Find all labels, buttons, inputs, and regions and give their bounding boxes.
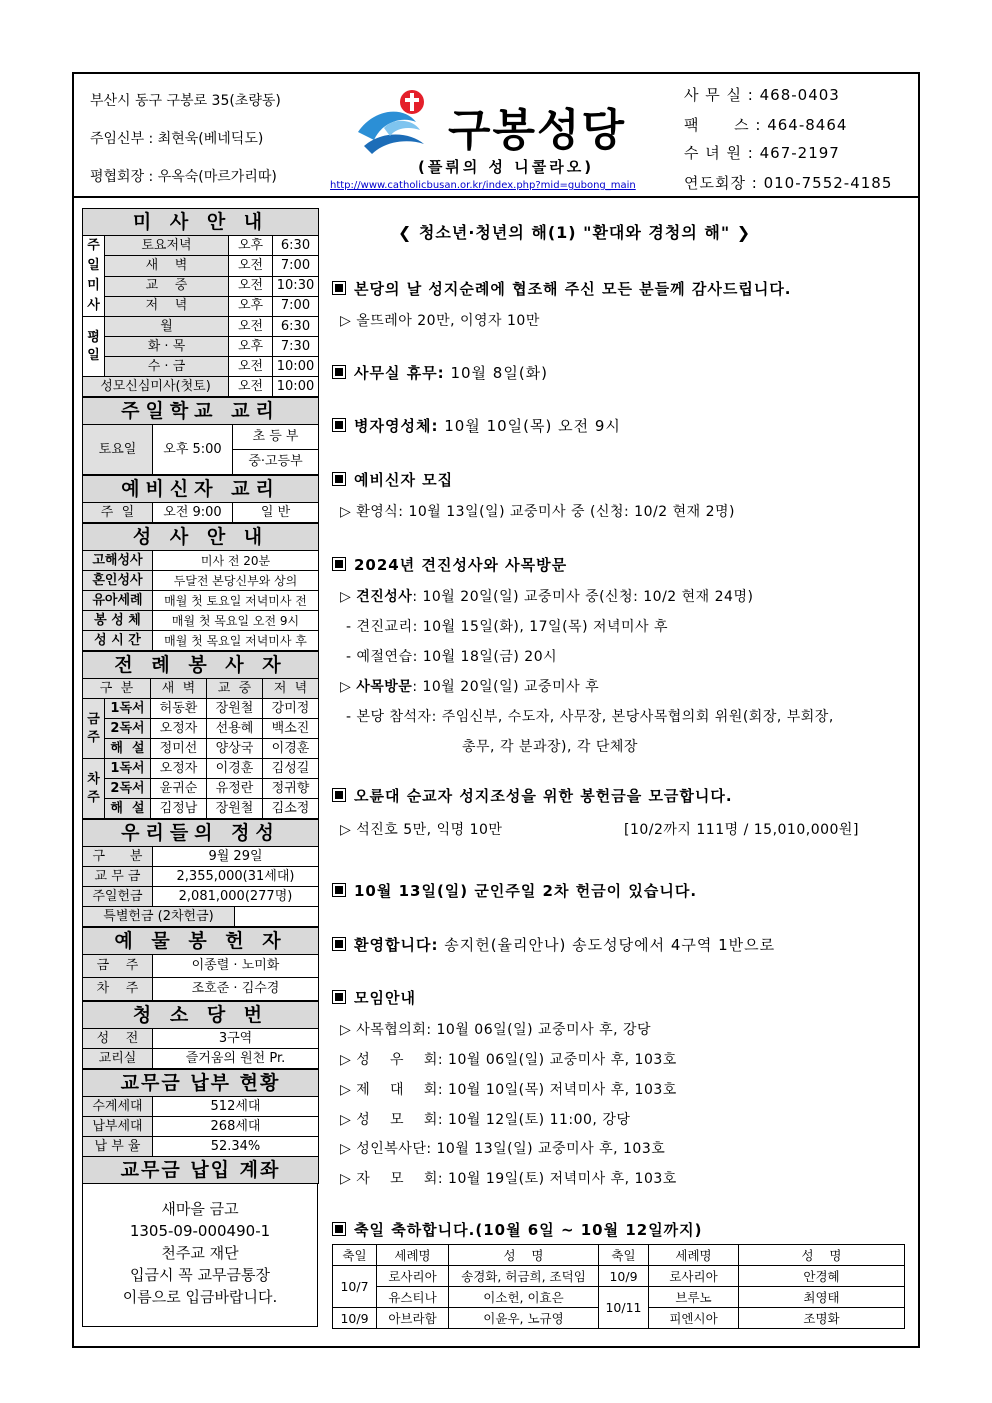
dues-value: 268세대 xyxy=(153,1117,319,1137)
notice-title: 모임안내 xyxy=(332,987,416,1008)
account-line: 1305-09-000490-1 xyxy=(129,1222,271,1240)
notice-title: 오륜대 순교자 성지조성을 위한 봉헌금을 모금합니다. xyxy=(332,785,733,806)
sacrament-desc: 매월 첫 토요일 저녁미사 전 xyxy=(153,591,319,611)
notice-title: 환영합니다: 송지헌(율리안나) 송도성당에서 4구역 1반으로 xyxy=(332,934,775,955)
server-name: 백소진 xyxy=(263,719,319,739)
sunday-mass-label: 주일미사 xyxy=(83,236,105,317)
feast-head: 세례명 xyxy=(377,1245,449,1266)
sacrament-desc: 매월 첫 목요일 오전 9시 xyxy=(153,611,319,631)
mass-name: 성모신심미사(첫토) xyxy=(83,377,229,397)
sacrament-desc: 미사 전 20분 xyxy=(153,551,319,571)
sacrament-name: 유아세례 xyxy=(83,591,153,611)
offering-table xyxy=(82,819,319,927)
year-theme: ❮ 청소년·청년의 해(1) "환대와 경청의 해" ❯ xyxy=(398,223,752,242)
notice-text: ▷ 올뜨레아 20만, 이영자 10만 xyxy=(340,313,540,329)
sacrament-name: 혼인성사 xyxy=(83,571,153,591)
person-names: 조명화 xyxy=(739,1308,905,1329)
notice-title: 10월 13일(일) 군인주일 2차 헌금이 있습니다. xyxy=(332,880,697,901)
ss-group: 중·고등부 xyxy=(233,450,319,475)
liturgy-servers-table xyxy=(82,651,319,819)
sacrament-name: 봉 성 체 xyxy=(83,611,153,631)
notice-title: 사무실 휴무: 10월 8일(화) xyxy=(332,362,548,383)
cleaning-group: 즐거움의 원천 Pr. xyxy=(153,1049,319,1069)
feast-head: 세례명 xyxy=(649,1245,739,1266)
website-link[interactable]: http://www.catholicbusan.or.kr/index.php?mid=gubong_main xyxy=(330,180,636,191)
church-name: 구봉성당 xyxy=(448,105,627,156)
account-line: 입금시 꼭 교무금통장 xyxy=(130,1266,270,1284)
church-logo xyxy=(330,86,674,198)
meeting-item: ▷ 성 모 회: 10월 12일(토) 11:00, 강당 xyxy=(340,1112,631,1128)
feast-date: 10/9 xyxy=(333,1308,377,1329)
server-name: 정귀향 xyxy=(263,779,319,799)
bullet-icon xyxy=(332,365,346,379)
offering-value: 2,355,000(31세대) xyxy=(153,867,319,887)
yeondo-phone: 연도회장 : 010-7552-4185 xyxy=(684,174,893,192)
baptism-name: 피엔시아 xyxy=(649,1308,739,1329)
cat-day: 주 일 xyxy=(83,503,153,523)
dues-status-table xyxy=(82,1069,319,1184)
server-role: 1독서 xyxy=(105,759,151,779)
gift-names: 이종렬 · 노미화 xyxy=(153,955,319,978)
meeting-item: ▷ 자 모 회: 10월 19일(토) 저녁미사 후, 103호 xyxy=(340,1171,677,1187)
account-line: 천주교 재단 xyxy=(161,1244,239,1262)
mass-time: 6:30 xyxy=(273,236,319,256)
bullet-icon xyxy=(332,281,346,295)
mass-ampm: 오전 xyxy=(229,256,273,276)
feast-head: 축일 xyxy=(599,1245,649,1266)
servers-head: 교 중 xyxy=(207,679,263,699)
ss-day: 토요일 xyxy=(83,425,153,475)
bullet-icon xyxy=(332,557,346,571)
notice-total: [10/2까지 111명 / 15,010,000원] xyxy=(624,822,859,838)
cleaning-place: 성 전 xyxy=(83,1029,153,1049)
meeting-item: ▷ 제 대 회: 10월 10일(목) 저녁미사 후, 103호 xyxy=(340,1082,677,1098)
gift-names: 조호준 · 김수경 xyxy=(153,978,319,1001)
bullet-icon xyxy=(332,990,346,1004)
feast-date: 10/11 xyxy=(599,1287,649,1329)
notice-text: ▷ 사목방문: 10월 20일(일) 교중미사 후 xyxy=(340,679,600,695)
server-role: 2독서 xyxy=(105,719,151,739)
mass-time: 10:00 xyxy=(273,357,319,377)
mass-name: 교 중 xyxy=(105,276,229,296)
offering-name: 주일헌금 xyxy=(83,887,153,907)
feast-head: 성 명 xyxy=(739,1245,905,1266)
person-names: 안경혜 xyxy=(739,1266,905,1287)
server-name: 양상국 xyxy=(207,739,263,759)
server-name: 김성길 xyxy=(263,759,319,779)
cat-time: 오전 9:00 xyxy=(153,503,233,523)
mass-title: 미 사 안 내 xyxy=(83,209,319,236)
sidebar xyxy=(82,208,318,1327)
mass-name: 화 · 목 xyxy=(105,337,229,357)
dues-title: 교무금 납부 현황 xyxy=(83,1070,319,1097)
mass-ampm: 오후 xyxy=(229,337,273,357)
sacraments-table xyxy=(82,523,319,651)
notice-text: ▷ 석진호 5만, 익명 10만 xyxy=(340,822,503,838)
server-name: 이경훈 xyxy=(263,739,319,759)
server-role: 2독서 xyxy=(105,779,151,799)
server-name: 정미선 xyxy=(151,739,207,759)
header xyxy=(72,72,920,198)
server-name: 이경훈 xyxy=(207,759,263,779)
cleaning-place: 교리실 xyxy=(83,1049,153,1069)
notice-text: - 예절연습: 10월 18일(금) 20시 xyxy=(346,649,558,665)
mass-time: 7:30 xyxy=(273,337,319,357)
account-line: 이름으로 입금바랍니다. xyxy=(122,1288,278,1306)
server-role: 해 설 xyxy=(105,739,151,759)
offering-name: 교 무 금 xyxy=(83,867,153,887)
notice-title: 2024년 견진성사와 사목방문 xyxy=(332,554,567,575)
offering-value: 2,081,000(277명) xyxy=(153,887,319,907)
server-name: 김정남 xyxy=(151,799,207,819)
notice-title: 본당의 날 성지순례에 협조해 주신 모든 분들께 감사드립니다. xyxy=(332,278,792,299)
patron-saint: (플뤼의 성 니콜라오) xyxy=(418,158,595,176)
mass-ampm: 오후 xyxy=(229,296,273,316)
notice-text: ▷ 견진성사: 10월 20일(일) 교중미사 중(신청: 10/2 현재 24명) xyxy=(340,589,754,605)
fax-number: 팩 스 : 464-8464 xyxy=(684,116,848,134)
notice-text: - 본당 참석자: 주임신부, 수도자, 사무장, 본당사목협의회 위원(회장, 부회장, xyxy=(346,709,834,725)
server-name: 김소정 xyxy=(263,799,319,819)
gift-offerers-table xyxy=(82,927,319,1001)
mass-ampm: 오전 xyxy=(229,276,273,296)
dues-value: 512세대 xyxy=(153,1097,319,1117)
server-name: 허동환 xyxy=(151,699,207,719)
person-names: 최영태 xyxy=(739,1287,905,1308)
gift-title: 예 물 봉 헌 자 xyxy=(83,928,319,955)
offering-label: 구 분 xyxy=(83,847,153,867)
mass-time: 10:00 xyxy=(273,377,319,397)
offering-date: 9월 29일 xyxy=(153,847,319,867)
office-phone: 사 무 실 : 468-0403 xyxy=(684,86,840,104)
offering-title: 우리들의 정성 xyxy=(83,820,319,847)
notice-text: ▷ 환영식: 10월 13일(일) 교중미사 중 (신청: 10/2 현재 2명) xyxy=(340,504,735,520)
address: 부산시 동구 구봉로 35(초량동) xyxy=(90,93,281,109)
gift-label: 차 주 xyxy=(83,978,153,1001)
sacrament-desc: 매월 첫 목요일 저녁미사 후 xyxy=(153,631,319,651)
person-names: 이소헌, 이효은 xyxy=(449,1287,599,1308)
dues-value: 52.34% xyxy=(153,1137,319,1157)
server-name: 오정자 xyxy=(151,719,207,739)
bullet-icon xyxy=(332,883,346,897)
ss-group: 초 등 부 xyxy=(233,425,319,450)
baptism-name: 아브라함 xyxy=(377,1308,449,1329)
mass-ampm: 오전 xyxy=(229,377,273,397)
convent-phone: 수 녀 원 : 467-2197 xyxy=(684,144,840,162)
mass-ampm: 오전 xyxy=(229,357,273,377)
server-name: 선용혜 xyxy=(207,719,263,739)
servers-head: 구 분 xyxy=(83,679,151,699)
mass-name: 저 녁 xyxy=(105,296,229,316)
servers-head: 새 벽 xyxy=(151,679,207,699)
mass-name: 새 벽 xyxy=(105,256,229,276)
ss-time: 오후 5:00 xyxy=(153,425,233,475)
cat-type: 일 반 xyxy=(233,503,319,523)
weekday-mass-label: 평일 xyxy=(83,317,105,377)
dues-name: 납부세대 xyxy=(83,1117,153,1137)
person-names: 이윤우, 노규영 xyxy=(449,1308,599,1329)
mass-name: 월 xyxy=(105,317,229,337)
feast-head: 축일 xyxy=(333,1245,377,1266)
bank-account-info xyxy=(82,1184,318,1327)
mass-time: 7:00 xyxy=(273,296,319,316)
mass-time: 7:00 xyxy=(273,256,319,276)
cleaning-title: 청 소 당 번 xyxy=(83,1002,319,1029)
sacrament-name: 고해성사 xyxy=(83,551,153,571)
mass-ampm: 오전 xyxy=(229,317,273,337)
bullet-icon xyxy=(332,937,346,951)
meeting-item: ▷ 성인복사단: 10월 13일(일) 교중미사 후, 103호 xyxy=(340,1141,666,1157)
pastor: 주임신부 : 최현욱(베네딕도) xyxy=(90,131,264,147)
mass-name: 토요저녁 xyxy=(105,236,229,256)
server-role: 해 설 xyxy=(105,799,151,819)
sacrament-name: 성 시 간 xyxy=(83,631,153,651)
catechumen-title: 예비신자 교리 xyxy=(83,476,319,503)
bullet-icon xyxy=(332,788,346,802)
servers-head: 저 녁 xyxy=(263,679,319,699)
dues-name: 수계세대 xyxy=(83,1097,153,1117)
offering-value xyxy=(235,907,319,927)
offering-name: 특별헌금 (2차헌금) xyxy=(83,907,235,927)
bullet-icon xyxy=(332,1222,346,1236)
feast-head: 성 명 xyxy=(449,1245,599,1266)
notice-title: 축일 축하합니다.(10월 6일 ~ 10월 12일까지) xyxy=(332,1219,703,1240)
meeting-item: ▷ 사목협의회: 10월 06일(일) 교중미사 후, 강당 xyxy=(340,1022,652,1038)
feast-day-table xyxy=(332,1244,905,1329)
sunday-school-table xyxy=(82,397,319,475)
person-names: 송경화, 허금희, 조덕임 xyxy=(449,1266,599,1287)
meeting-item: ▷ 성 우 회: 10월 06일(일) 교중미사 후, 103호 xyxy=(340,1052,677,1068)
catechumen-table xyxy=(82,475,319,523)
baptism-name: 유스티나 xyxy=(377,1287,449,1308)
cleaning-duty-table xyxy=(82,1001,319,1069)
feast-date: 10/9 xyxy=(599,1266,649,1287)
cleaning-group: 3구역 xyxy=(153,1029,319,1049)
server-name: 강미정 xyxy=(263,699,319,719)
church-emblem-icon xyxy=(354,88,444,158)
baptism-name: 로사리아 xyxy=(377,1266,449,1287)
bullet-icon xyxy=(332,418,346,432)
mass-time: 6:30 xyxy=(273,317,319,337)
notice-title: 병자영성체: 10월 10일(목) 오전 9시 xyxy=(332,415,621,436)
baptism-name: 로사리아 xyxy=(649,1266,739,1287)
server-name: 오정자 xyxy=(151,759,207,779)
notice-title: 예비신자 모집 xyxy=(332,469,453,490)
notice-text: - 견진교리: 10월 15일(화), 17일(목) 저녁미사 후 xyxy=(346,619,669,635)
sacrament-desc: 두달전 본당신부와 상의 xyxy=(153,571,319,591)
mass-ampm: 오후 xyxy=(229,236,273,256)
council-president: 평협회장 : 우옥숙(마르가리따) xyxy=(90,169,277,185)
sunday-school-title: 주일학교 교리 xyxy=(83,398,319,425)
server-name: 장원철 xyxy=(207,699,263,719)
sacraments-title: 성 사 안 내 xyxy=(83,524,319,551)
dues-name: 납 부 율 xyxy=(83,1137,153,1157)
mass-schedule-table xyxy=(82,208,319,397)
next-week-label: 차주 xyxy=(83,759,105,819)
notice-text: 총무, 각 분과장), 각 단체장 xyxy=(462,739,638,755)
mass-name: 수 · 금 xyxy=(105,357,229,377)
bullet-icon xyxy=(332,472,346,486)
account-title: 교무금 납입 계좌 xyxy=(83,1157,319,1184)
server-role: 1독서 xyxy=(105,699,151,719)
servers-title: 전 례 봉 사 자 xyxy=(83,652,319,679)
server-name: 유정란 xyxy=(207,779,263,799)
server-name: 윤귀순 xyxy=(151,779,207,799)
server-name: 장원철 xyxy=(207,799,263,819)
feast-date: 10/7 xyxy=(333,1266,377,1308)
gift-label: 금 주 xyxy=(83,955,153,978)
mass-time: 10:30 xyxy=(273,276,319,296)
this-week-label: 금주 xyxy=(83,699,105,759)
account-line: 새마을 금고 xyxy=(161,1200,239,1218)
baptism-name: 브루노 xyxy=(649,1287,739,1308)
